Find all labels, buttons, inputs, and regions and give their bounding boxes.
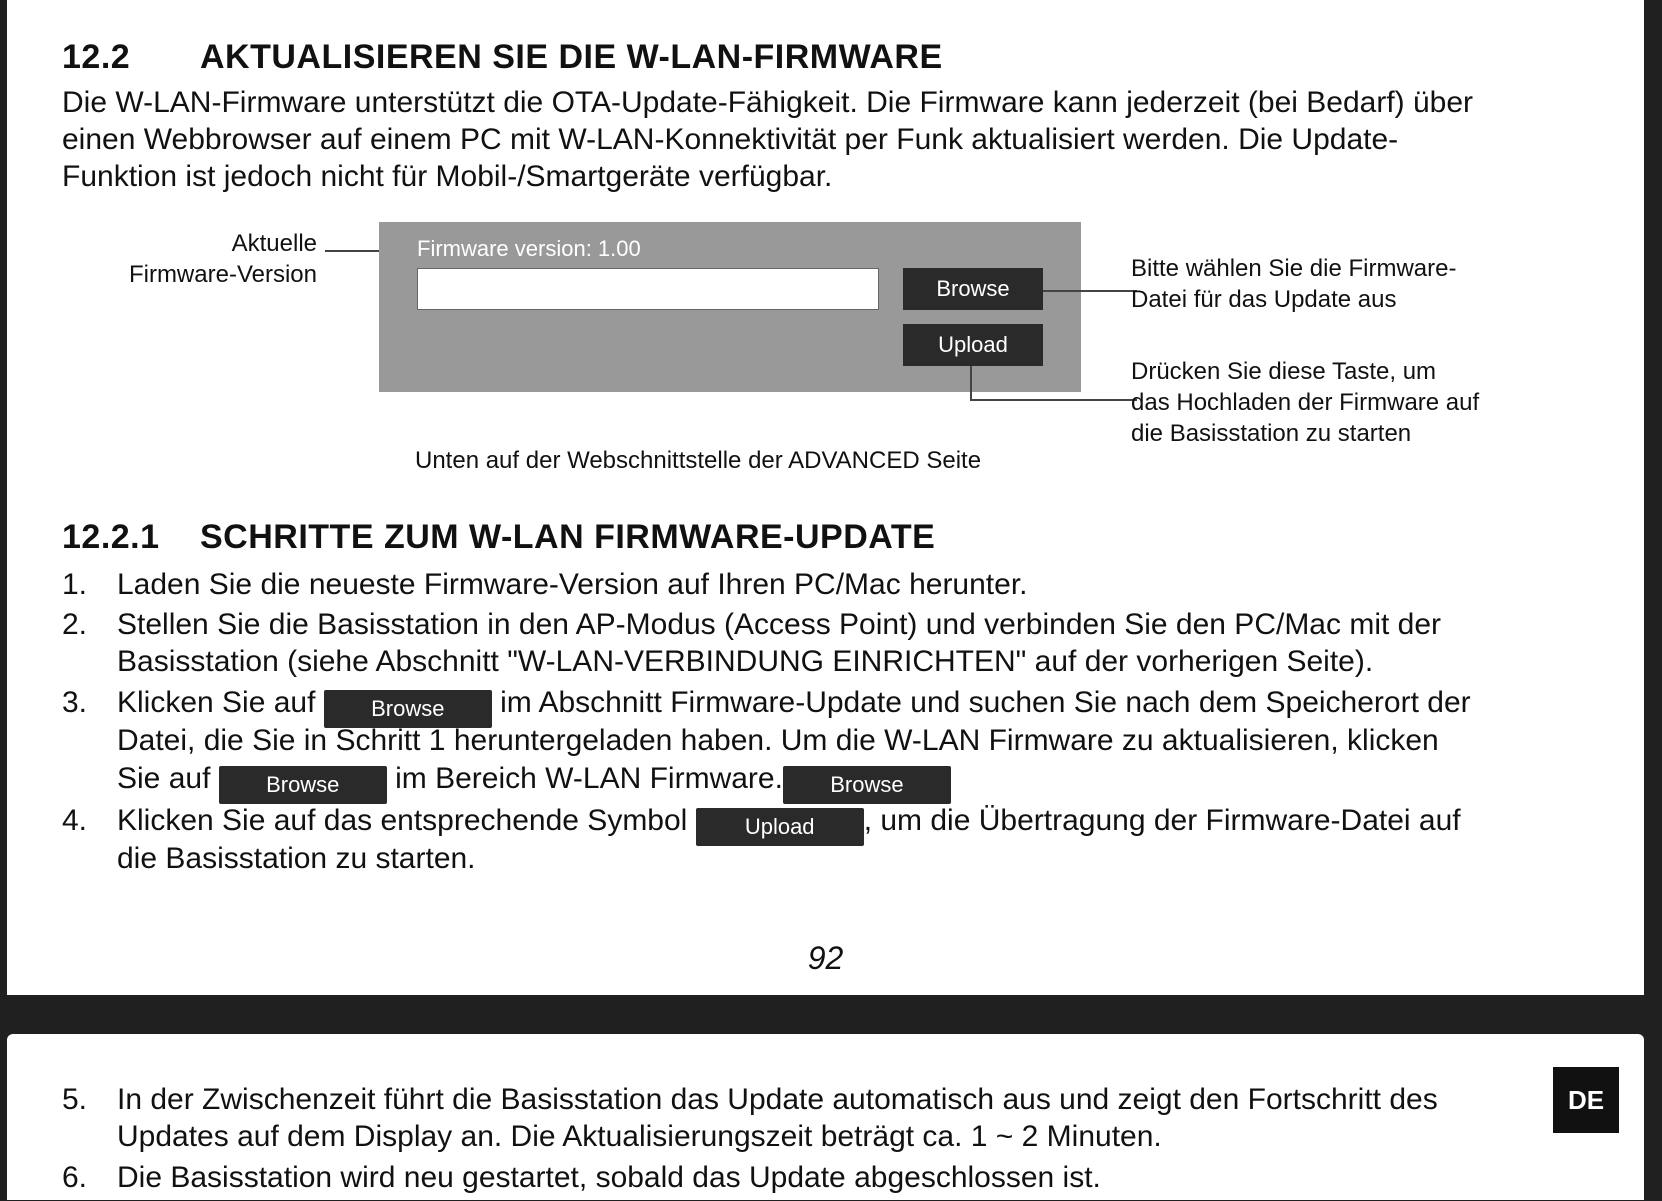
label-line: Drücken Sie diese Taste, um (1131, 358, 1437, 385)
firmware-version-label: Firmware version: 1.00 (417, 236, 641, 261)
subsection-title: SCHRITTE ZUM W-LAN FIRMWARE-UPDATE (200, 518, 936, 556)
step-number: 3. (62, 686, 88, 719)
step-text (117, 760, 1617, 804)
callout-line-upload (970, 399, 1137, 401)
step-text-part: , um die Übertragung der Firmware-Datei auf (863, 804, 1461, 837)
inline-browse-button: Browse (324, 690, 492, 728)
document-page-93 (7, 1034, 1644, 1200)
upload-button[interactable]: Upload (903, 324, 1043, 366)
label-current-firmware (67, 228, 317, 290)
subsection-number: 12.2.1 (62, 518, 160, 556)
step-number: 6. (62, 1161, 88, 1194)
figure-caption: Unten auf der Webschnittstelle der ADVANCED Seite (415, 447, 982, 474)
label-line: Bitte wählen Sie die Firmware- (1131, 255, 1457, 282)
subsection-heading (62, 518, 936, 557)
callout-line-browse (1043, 290, 1137, 292)
step-text: Die Basisstation wird neu gestartet, sobald das Update abgeschlossen ist. (117, 1161, 1101, 1194)
section-number: 12.2 (62, 38, 131, 76)
language-badge: DE (1553, 1067, 1619, 1133)
section-title: AKTUALISIEREN SIE DIE W-LAN-FIRMWARE (200, 38, 943, 76)
step-text-part: im Abschnitt Firmware-Update und suchen Sie nach dem Speicherort der (500, 686, 1471, 719)
step-number: 2. (62, 608, 88, 641)
step-text-part: im Bereich W-LAN Firmware. (395, 762, 783, 795)
label-line: das Hochladen der Firmware auf (1131, 389, 1480, 416)
label-line: Firmware-Version (128, 261, 317, 288)
step-number: 1. (62, 568, 88, 601)
inline-browse-button: Browse (783, 766, 951, 804)
firmware-file-input[interactable] (417, 268, 879, 310)
intro-line: Funktion ist jedoch nicht für Mobil-/Smartgeräte verfügbar. (62, 160, 833, 193)
intro-line: Die W-LAN-Firmware unterstützt die OTA-Update-Fähigkeit. Die Firmware kann jederzeit (bei Bedarf) über (62, 86, 1474, 119)
step-text: Stellen Sie die Basisstation in den AP-Modus (Access Point) und verbinden Sie den PC/Mac mit der (117, 608, 1442, 641)
document-page-92 (7, 0, 1644, 995)
inline-browse-button: Browse (219, 766, 387, 804)
step-text: Laden Sie die neueste Firmware-Version auf Ihren PC/Mac herunter. (117, 568, 1028, 601)
label-line: Datei für das Update aus (1131, 286, 1397, 313)
step-text: Datei, die Sie in Schritt 1 heruntergeladen haben. Um die W-LAN Firmware zu aktualisieren, klicken (117, 724, 1439, 757)
step-text-part: Klicken Sie auf das entsprechende Symbol (117, 804, 688, 837)
label-line: die Basisstation zu starten (1131, 420, 1412, 447)
label-browse-info (1131, 253, 1456, 315)
page-number: 92 (807, 940, 844, 976)
step-text-part: Sie auf (117, 762, 211, 795)
inline-upload-button: Upload (696, 808, 864, 846)
step-number: 4. (62, 804, 88, 837)
browse-button[interactable]: Browse (903, 268, 1043, 310)
label-upload-info (1131, 356, 1479, 449)
callout-line-upload-vertical (970, 366, 972, 400)
section-heading (62, 38, 943, 77)
step-number: 5. (62, 1083, 88, 1116)
firmware-update-panel (379, 222, 1081, 392)
step-text: Updates auf dem Display an. Die Aktualisierungszeit beträgt ca. 1 ~ 2 Minuten. (117, 1120, 1162, 1153)
steps-list-continued (62, 1081, 1562, 1201)
steps-list (62, 566, 1642, 886)
intro-line: einen Webbrowser auf einem PC mit W-LAN-Konnektivität per Funk aktualisiert werden. Die Update- (62, 123, 1399, 156)
step-text: In der Zwischenzeit führt die Basisstation das Update automatisch aus und zeigt den Fortschritt des (117, 1083, 1438, 1116)
section-intro (62, 84, 1473, 195)
step-text: die Basisstation zu starten. (117, 842, 476, 875)
label-line: Aktuelle (231, 230, 317, 257)
step-text-part: Klicken Sie auf (117, 686, 316, 719)
step-text: Basisstation (siehe Abschnitt "W-LAN-VERBINDUNG EINRICHTEN" auf der vorherigen Seite). (117, 645, 1374, 678)
